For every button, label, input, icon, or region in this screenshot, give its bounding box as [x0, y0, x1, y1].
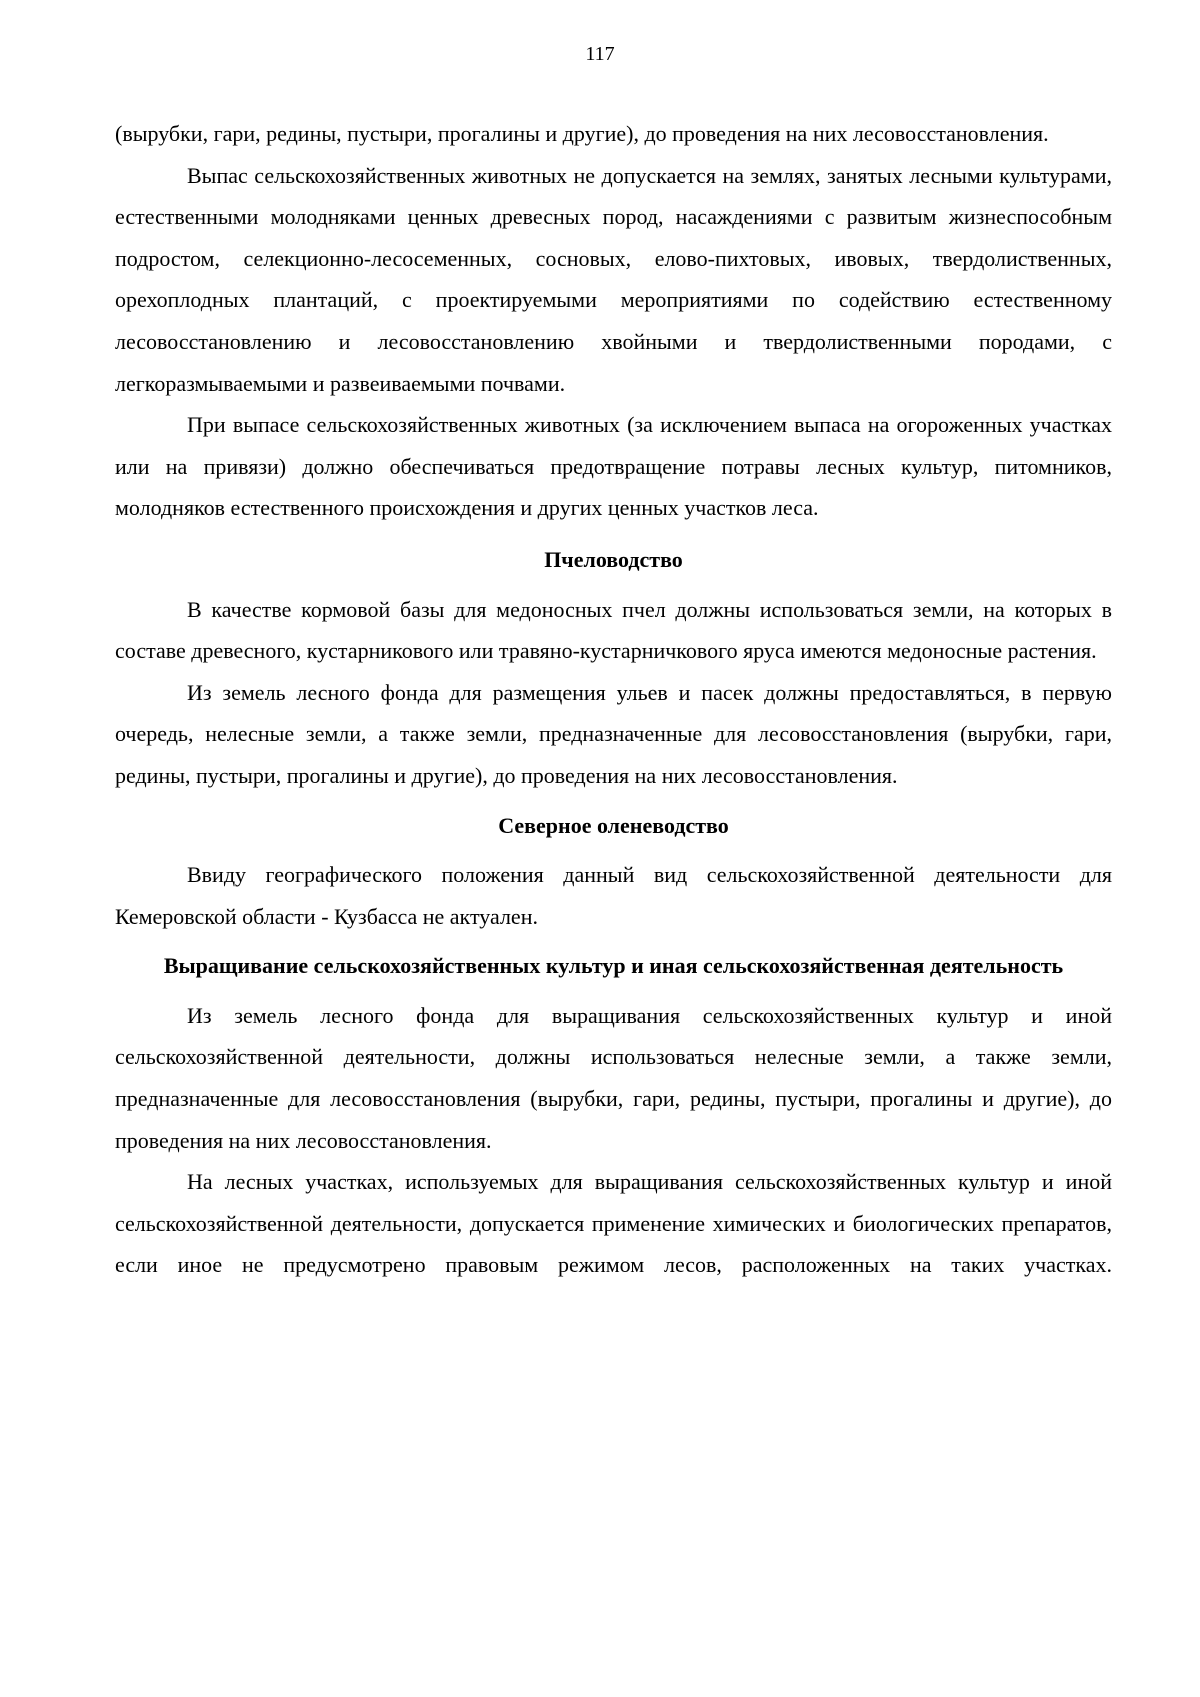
paragraph-reindeer-herding: Ввиду географического положения данный вид сельскохозяйственной деятельности для Кемеровской области - Кузбасса не актуален. [115, 862, 1112, 929]
document-body [115, 113, 1112, 1286]
page-number: 117 [585, 43, 615, 65]
paragraph-beekeeping-forage: В качестве кормовой базы для медоносных пчел должны использоваться земли, на которых в составе древесного, кустарникового или травяно-кустарничкового яруса имеются медоносные растения. [115, 596, 1112, 664]
heading-beekeeping: Пчеловодство [544, 546, 683, 572]
paragraph-grazing-restrictions: Выпас сельскохозяйственных животных не допускается на землях, занятых лесными культурами, естественными молодняками ценных древесных пород, насаждениями с развитым жизнеспособным подростом, селекционно-лесосеменных, сосновых, елово-пихтовых, ивовых, твердолиственных, орехоплодных плантаций, с проектируемыми мероприятиями по содействию естественному лесовосстановлению и лесовосстановлению хвойными и твердолиственными породами, с легкоразмываемыми и развеиваемыми почвами. [115, 162, 1112, 396]
heading-crop-cultivation: Выращивание сельскохозяйственных культур и иная сельскохозяйственная деятельность [163, 953, 1064, 979]
paragraph-beekeeping-lands: Из земель лесного фонда для размещения ульев и пасек должны предоставляться, в первую очередь, нелесные земли, а также земли, предназначенные для лесовосстановления (вырубки, гари, редины, пустыри, прогалины и другие), до проведения на них лесовосстановления. [115, 679, 1112, 788]
paragraph-crop-chemicals: На лесных участках, используемых для выращивания сельскохозяйственных культур и иной сельскохозяйственной деятельности, допускается применение химических и биологических препаратов, если иное не предусмотрено правовым режимом лесов, расположенных на таких участках. [115, 1169, 1112, 1278]
heading-reindeer-herding: Северное оленеводство [498, 812, 729, 838]
paragraph-grazing-requirements: При выпасе сельскохозяйственных животных (за исключением выпаса на огороженных участках или на привязи) должно обеспечиваться предотвращение потравы лесных культур, питомников, молодняков естественного происхождения и других ценных участков леса. [115, 412, 1112, 521]
paragraph-crop-lands: Из земель лесного фонда для выращивания сельскохозяйственных культур и иной сельскохозяйственной деятельности, должны использоваться нелесные земли, а также земли, предназначенные для лесовосстановления (вырубки, гари, редины, пустыри, прогалины и другие), до проведения на них лесовосстановления. [115, 1002, 1112, 1153]
paragraph-continuation: (вырубки, гари, редины, пустыри, прогалины и другие), до проведения на них лесовосстановления. [115, 121, 1049, 146]
